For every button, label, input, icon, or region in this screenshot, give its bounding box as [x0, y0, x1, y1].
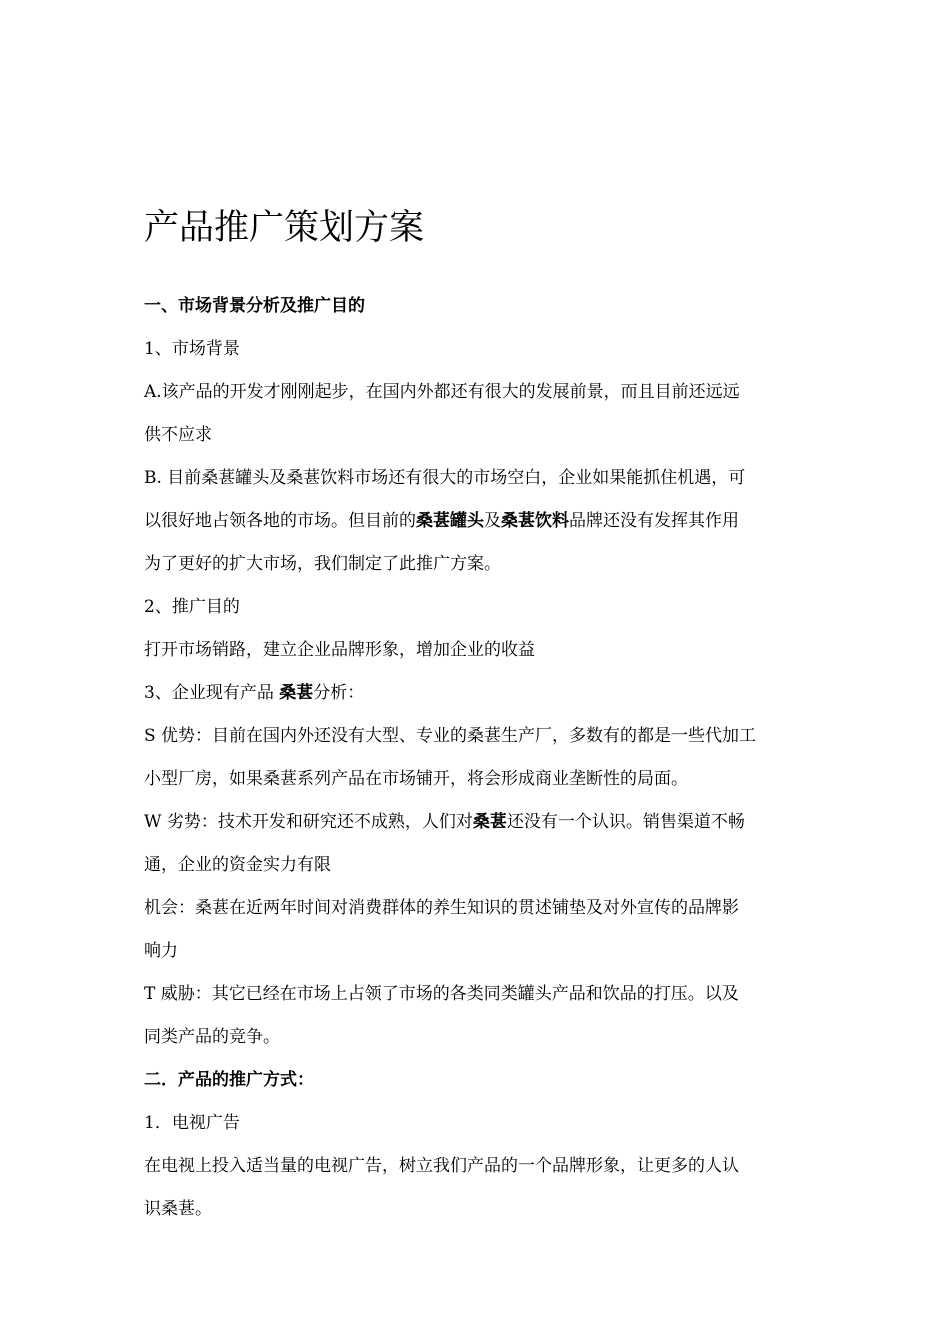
- text-run: 3、企业现有产品: [144, 683, 280, 703]
- paragraph-tv-line-1: 在电视上投入适当量的电视广告，树立我们产品的一个品牌形象，让更多的人认: [144, 1156, 739, 1176]
- paragraph-o-line-1: 机会：桑葚在近两年时间对消费群体的养生知识的贯述铺垫及对外宣传的品牌影: [144, 898, 739, 918]
- paragraph-threats: [144, 973, 808, 1059]
- bold-term: 桑葚: [472, 812, 507, 832]
- paragraph-b-line-1: B. 目前桑葚罐头及桑葚饮料市场还有很大的市场空白，企业如果能抓住机遇，可: [144, 468, 746, 488]
- paragraph-a-line-1: A.该产品的开发才刚刚起步，在国内外都还有很大的发展前景，而且目前还远远: [144, 382, 740, 402]
- subheading-promotion-goal: 2、推广目的: [144, 597, 240, 617]
- text-run: 分析：: [313, 683, 365, 703]
- paragraph-a-line-2: 供不应求: [144, 425, 212, 445]
- section-heading-1: 一、市场背景分析及推广目的: [144, 296, 365, 316]
- text-run: 以很好地占领各地的市场。但目前的: [144, 511, 416, 531]
- bold-term: 桑葚: [279, 683, 314, 703]
- document-title: 产品推广策划方案: [144, 208, 425, 248]
- paragraph-b-line-2: [144, 500, 808, 543]
- text-run: 及: [484, 511, 501, 531]
- subheading-product-analysis: [144, 672, 808, 715]
- bold-term: 桑葚罐头: [416, 511, 484, 531]
- paragraph-goal: 打开市场销路，建立企业品牌形象，增加企业的收益: [144, 640, 535, 660]
- document-page: [144, 205, 808, 1231]
- paragraph-b: [144, 457, 808, 586]
- section-heading-2: 二．产品的推广方式：: [144, 1070, 314, 1090]
- paragraph-weaknesses: [144, 801, 808, 887]
- paragraph-w-line-1: [144, 801, 808, 844]
- paragraph-w-line-2: 通，企业的资金实力有限: [144, 855, 331, 875]
- paragraph-tv-line-2: 识桑葚。: [144, 1199, 212, 1219]
- paragraph-s-line-2: 小型厂房，如果桑葚系列产品在市场铺开，将会形成商业垄断性的局面。: [144, 769, 688, 789]
- paragraph-t-line-1: T 威胁：其它已经在市场上占领了市场的各类同类罐头产品和饮品的打压。以及: [144, 984, 739, 1004]
- paragraph-t-line-2: 同类产品的竞争。: [144, 1027, 280, 1047]
- text-run: 还没有一个认识。销售渠道不畅: [506, 812, 745, 832]
- subheading-tv-ads: 1．电视广告: [144, 1113, 240, 1133]
- text-run: 品牌还没有发挥其作用: [569, 511, 739, 531]
- paragraph-o-line-2: 响力: [144, 941, 178, 961]
- paragraph-opportunities: [144, 887, 808, 973]
- paragraph-a: [144, 371, 808, 457]
- bold-term: 桑葚饮料: [501, 511, 569, 531]
- paragraph-b-line-3: 为了更好的扩大市场，我们制定了此推广方案。: [144, 554, 501, 574]
- paragraph-tv: [144, 1145, 808, 1231]
- text-run: W 劣势：技术开发和研究还不成熟，人们对: [144, 812, 473, 832]
- paragraph-s-line-1: S 优势：目前在国内外还没有大型、专业的桑葚生产厂，多数有的都是一些代加工: [144, 726, 757, 746]
- subheading-market-background: 1、市场背景: [144, 339, 240, 359]
- paragraph-strengths: [144, 715, 808, 801]
